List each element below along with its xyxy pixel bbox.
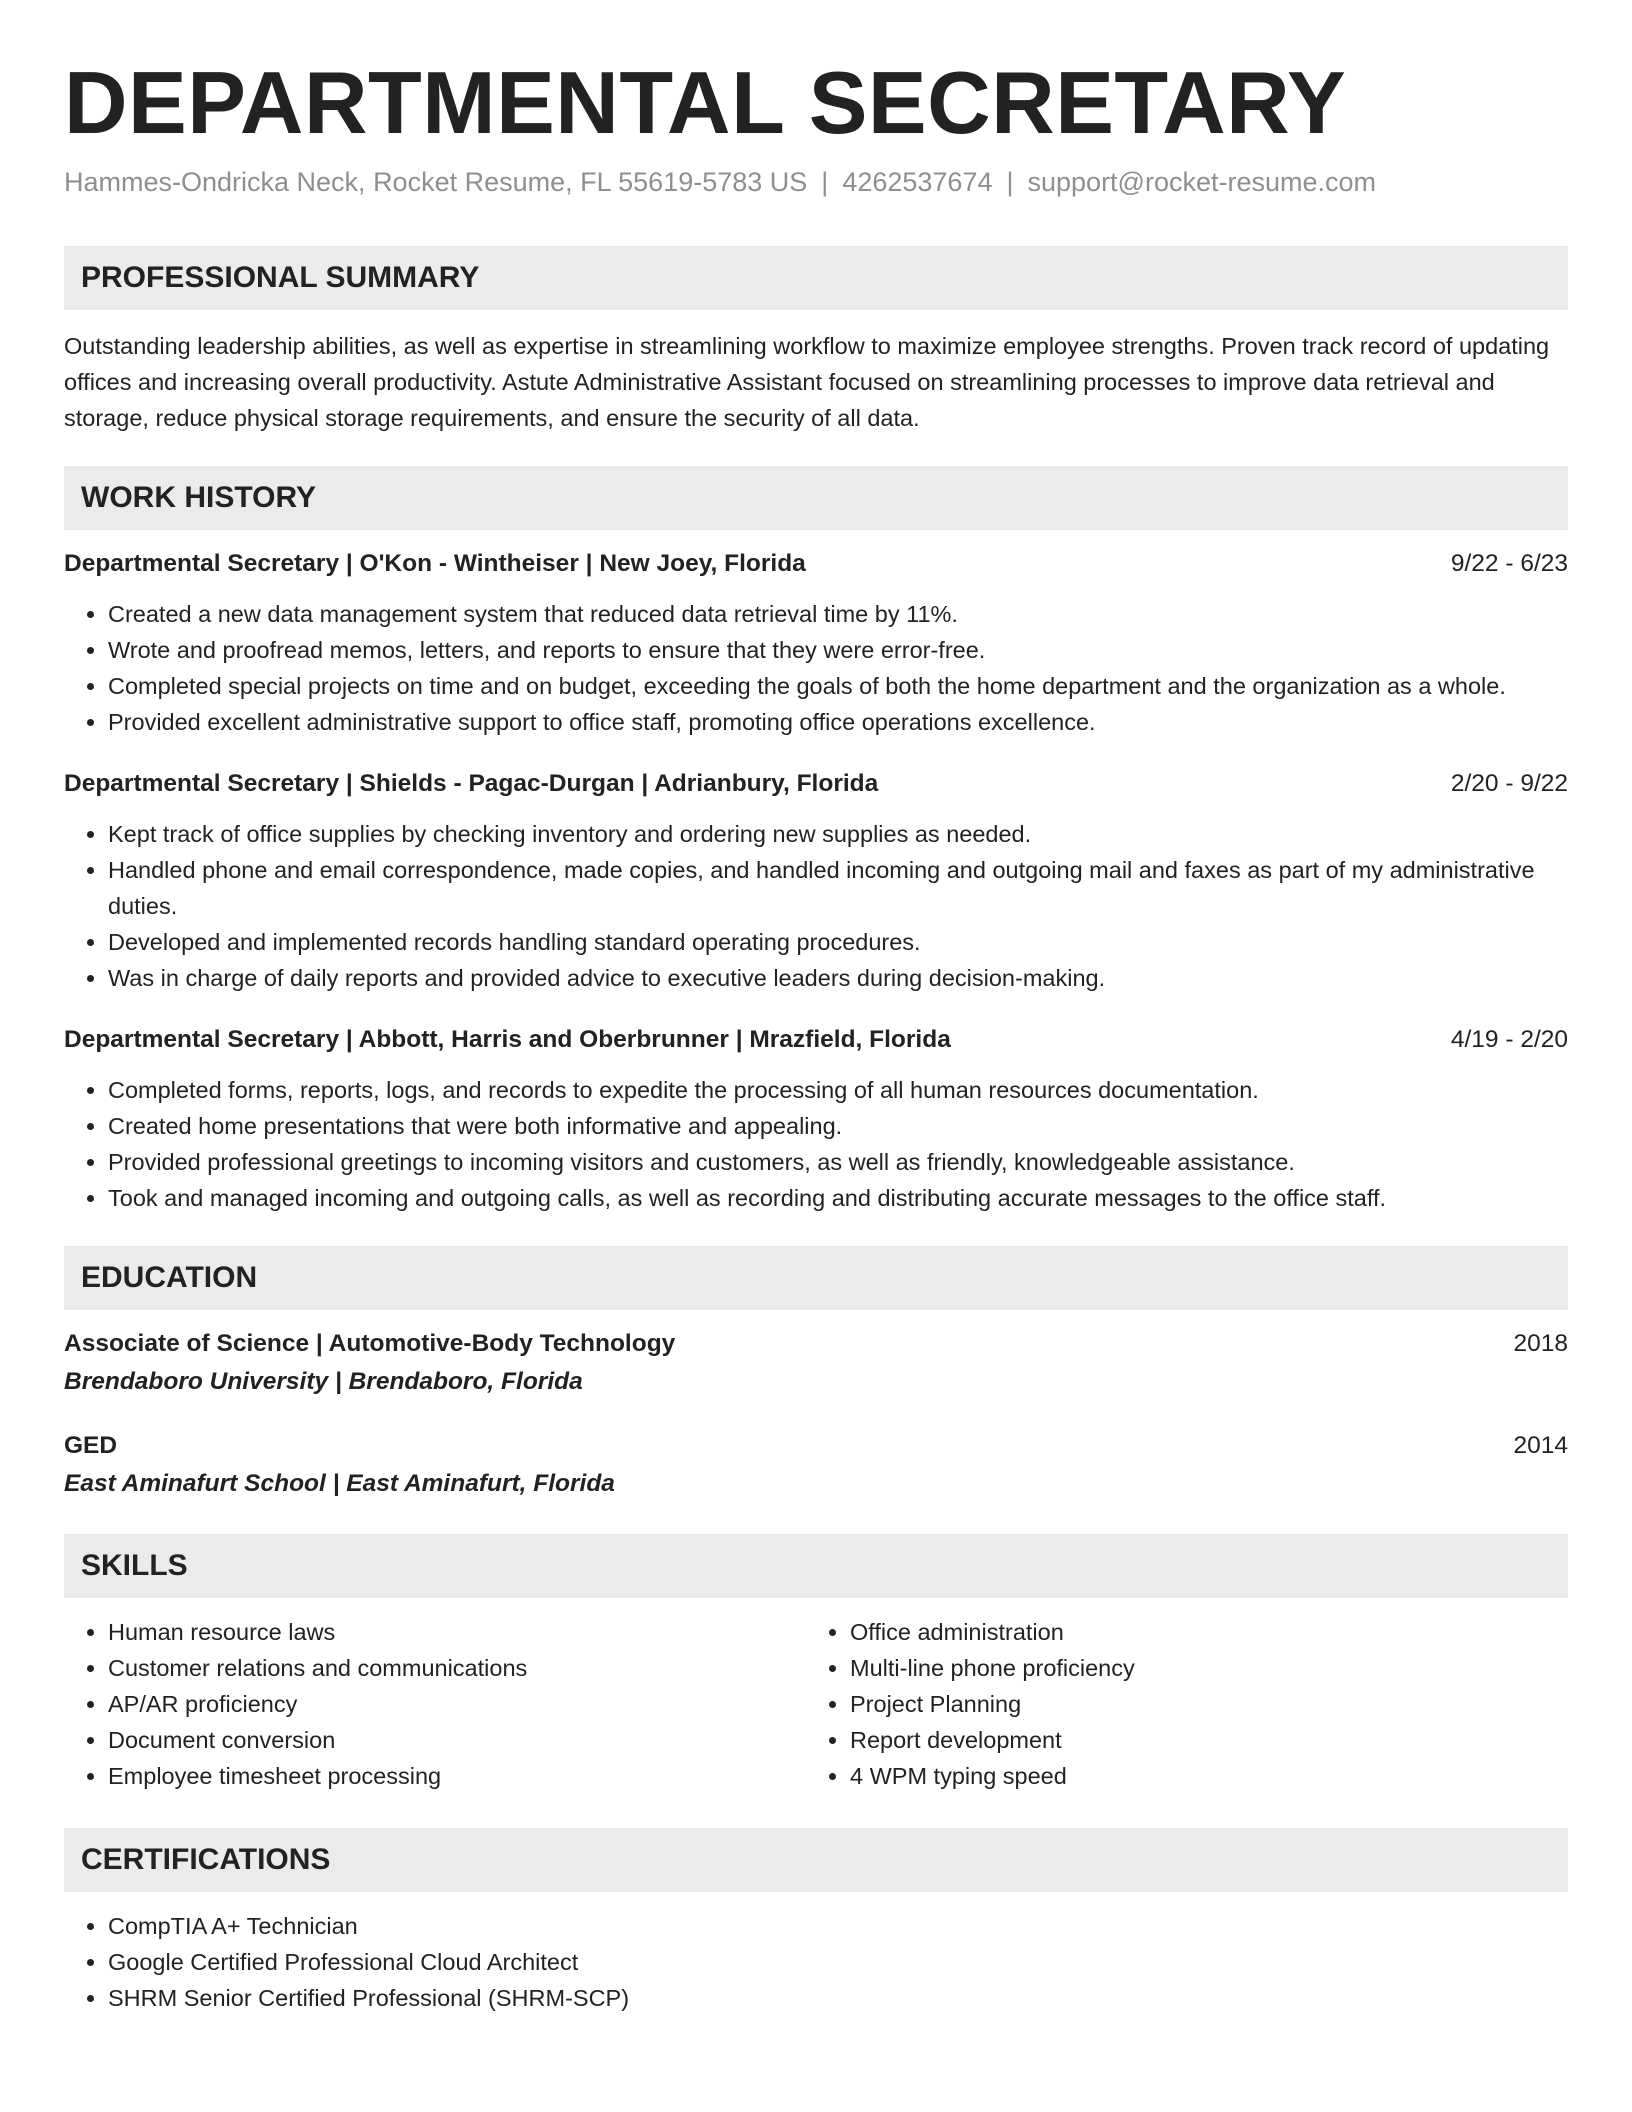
list-item: • Google Certified Professional Cloud Architect xyxy=(108,1944,1568,1980)
skills-heading: SKILLS xyxy=(64,1534,1568,1598)
summary-heading: PROFESSIONAL SUMMARY xyxy=(64,246,1568,310)
list-item: • Multi-line phone proficiency xyxy=(850,1650,1548,1686)
job-header xyxy=(64,1026,1568,1054)
list-item: • Kept track of office supplies by checking inventory and ordering new supplies as needed. xyxy=(108,816,1568,852)
contact-address: Hammes-Ondricka Neck, Rocket Resume, FL 55619-5783 US xyxy=(64,167,808,198)
job-header xyxy=(64,770,1568,798)
list-item: • Human resource laws xyxy=(108,1614,806,1650)
job-title: Departmental Secretary | Shields - Pagac-Durgan | Adrianbury, Florida xyxy=(64,770,879,798)
page-title: DEPARTMENTAL SECRETARY xyxy=(64,53,1347,152)
list-item: • Employee timesheet processing xyxy=(108,1758,806,1794)
skills-list-right xyxy=(806,1614,1548,1794)
certifications-list xyxy=(64,1908,1568,2016)
list-item: • AP/AR proficiency xyxy=(108,1686,806,1722)
job-bullets xyxy=(64,816,1568,996)
job-dates: 9/22 - 6/23 xyxy=(1450,550,1568,578)
list-item: • Office administration xyxy=(850,1614,1548,1650)
contact-separator: | xyxy=(1006,167,1014,198)
certifications-section xyxy=(64,1828,1568,2016)
list-item: • Handled phone and email correspondence, made copies, and handled incoming and outgoing mail and faxes as part of my administrative duties. xyxy=(108,852,1568,924)
education-school: Brendaboro University | Brendaboro, Florida xyxy=(64,1368,583,1396)
list-item: • 4 WPM typing speed xyxy=(850,1758,1548,1794)
list-item: • Completed forms, reports, logs, and records to expedite the processing of all human resources documentation. xyxy=(108,1072,1568,1108)
education-entry xyxy=(64,1432,1568,1498)
list-item: • Created home presentations that were both informative and appealing. xyxy=(108,1108,1568,1144)
education-heading: EDUCATION xyxy=(64,1246,1568,1310)
list-item: • Document conversion xyxy=(108,1722,806,1758)
education-header xyxy=(64,1330,1568,1358)
skills-list-left xyxy=(64,1614,806,1794)
education-degree: GED xyxy=(64,1432,118,1460)
skills-section xyxy=(64,1534,1568,1794)
job-header xyxy=(64,550,1568,578)
skills-columns xyxy=(64,1614,1568,1794)
list-item: • Wrote and proofread memos, letters, and reports to ensure that they were error-free. xyxy=(108,632,1568,668)
education-school: East Aminafurt School | East Aminafurt, Florida xyxy=(64,1470,615,1498)
education-year: 2014 xyxy=(1513,1432,1568,1460)
list-item: • Provided excellent administrative support to office staff, promoting office operations excellence. xyxy=(108,704,1568,740)
job-title: Departmental Secretary | O'Kon - Wintheiser | New Joey, Florida xyxy=(64,550,806,578)
job-title: Departmental Secretary | Abbott, Harris and Oberbrunner | Mrazfield, Florida xyxy=(64,1026,951,1054)
list-item: • CompTIA A+ Technician xyxy=(108,1908,1568,1944)
job-entry xyxy=(64,1026,1568,1216)
education-year: 2018 xyxy=(1513,1330,1568,1358)
job-bullets xyxy=(64,596,1568,740)
job-dates: 2/20 - 9/22 xyxy=(1450,770,1568,798)
education-header xyxy=(64,1432,1568,1460)
education-entry xyxy=(64,1330,1568,1396)
list-item: • Report development xyxy=(850,1722,1548,1758)
list-item: • Created a new data management system that reduced data retrieval time by 11%. xyxy=(108,596,1568,632)
list-item: • Project Planning xyxy=(850,1686,1548,1722)
list-item: • Developed and implemented records handling standard operating procedures. xyxy=(108,924,1568,960)
contact-separator: | xyxy=(821,167,829,198)
work-history-heading: WORK HISTORY xyxy=(64,466,1568,530)
job-dates: 4/19 - 2/20 xyxy=(1450,1026,1568,1054)
list-item: • Customer relations and communications xyxy=(108,1650,806,1686)
job-entry xyxy=(64,770,1568,996)
education-degree: Associate of Science | Automotive-Body Technology xyxy=(64,1330,676,1358)
list-item: • Provided professional greetings to incoming visitors and customers, as well as friendly, knowledgeable assistance. xyxy=(108,1144,1568,1180)
list-item: • Was in charge of daily reports and provided advice to executive leaders during decision-making. xyxy=(108,960,1568,996)
job-entry xyxy=(64,550,1568,740)
contact-line xyxy=(64,167,1568,198)
contact-phone: 4262537674 xyxy=(842,167,993,198)
job-bullets xyxy=(64,1072,1568,1216)
certifications-heading: CERTIFICATIONS xyxy=(64,1828,1568,1892)
list-item: • SHRM Senior Certified Professional (SHRM-SCP) xyxy=(108,1980,1568,2016)
work-history-section xyxy=(64,466,1568,1216)
list-item: • Took and managed incoming and outgoing calls, as well as recording and distributing accurate messages to the office staff. xyxy=(108,1180,1568,1216)
contact-email: support@rocket-resume.com xyxy=(1027,167,1377,198)
list-item: • Completed special projects on time and on budget, exceeding the goals of both the home department and the organization as a whole. xyxy=(108,668,1568,704)
summary-text: Outstanding leadership abilities, as well as expertise in streamlining workflow to maximize employee strengths. Proven track record of updating offices and increasing overall productivity. Astute Administrative Assistant focused on streamlining processes to improve data retrieval and storage, reduce physical storage requirements, and ensure the security of all data. xyxy=(64,333,1550,432)
education-section xyxy=(64,1246,1568,1498)
summary-section xyxy=(64,246,1568,436)
